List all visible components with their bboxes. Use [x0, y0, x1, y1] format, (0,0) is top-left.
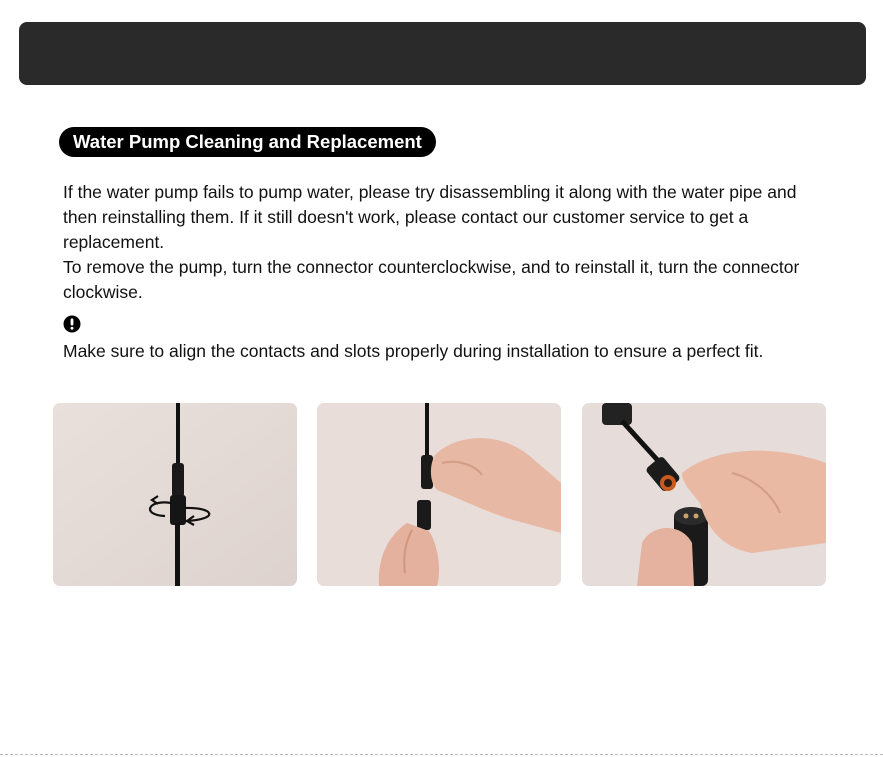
- connector-rotation-photo: [53, 403, 297, 586]
- section-title: Water Pump Cleaning and Replacement: [59, 127, 436, 157]
- note-text: Make sure to align the contacts and slots properly during installation to ensure a perfect fit.: [63, 341, 764, 361]
- exclamation-circle-icon: [63, 315, 81, 333]
- header-bar: [19, 22, 866, 85]
- instructions-paragraph-1: If the water pump fails to pump water, please try disassembling it along with the water pipe and then reinstalling them. If it still doesn't work, please contact our customer service to get a replacement.: [63, 182, 797, 252]
- footer-divider: [0, 754, 883, 755]
- instructions-paragraph-2: To remove the pump, turn the connector counterclockwise, and to reinstall it, turn the connector clockwise.: [63, 257, 800, 302]
- instructions-text: [63, 180, 833, 305]
- disconnecting-connector-photo: [317, 403, 561, 586]
- aligning-contacts-photo: [582, 403, 826, 586]
